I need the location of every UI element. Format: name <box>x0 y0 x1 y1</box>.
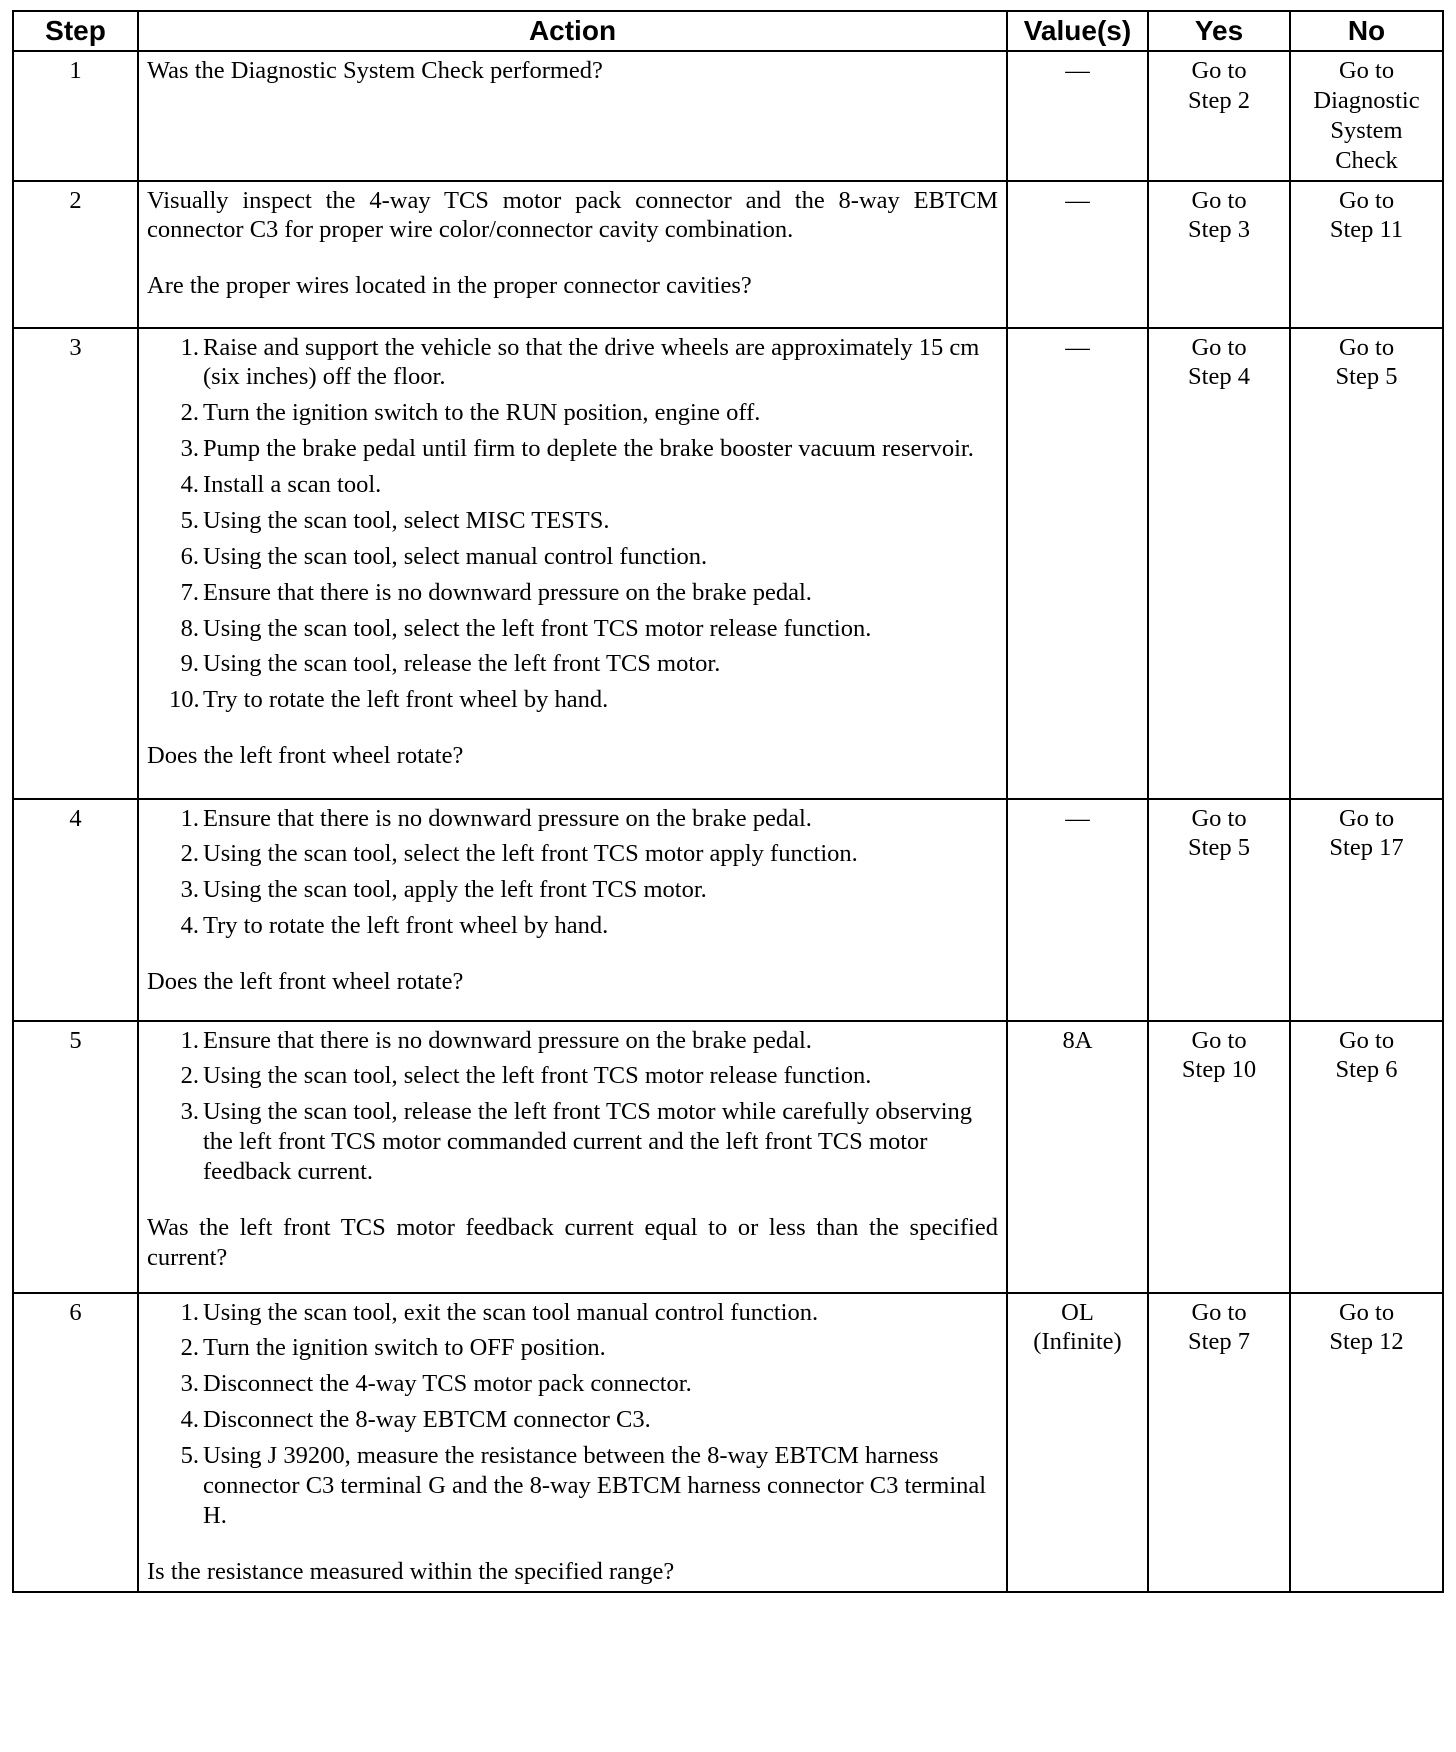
no-goto-line: Check <box>1335 146 1398 174</box>
action-cell <box>138 1021 1007 1293</box>
yes-goto-line: Go to <box>1191 57 1247 84</box>
no-cell <box>1290 1021 1443 1293</box>
list-item-text: Turn the ignition switch to OFF position. <box>203 1334 606 1362</box>
list-item <box>180 839 998 869</box>
yes-cell <box>1148 1021 1290 1293</box>
step-number: 6 <box>13 1293 138 1592</box>
header-row <box>13 11 1443 51</box>
value-cell: — <box>1007 51 1148 181</box>
list-item-text: Disconnect the 8-way EBTCM connector C3. <box>203 1406 651 1434</box>
yes-goto-line: Step 7 <box>1188 1328 1250 1356</box>
list-item-number: 2. <box>180 1062 199 1090</box>
yes-cell <box>1148 328 1290 799</box>
yes-goto-line: Step 5 <box>1188 834 1250 862</box>
list-item <box>180 1441 998 1531</box>
list-item <box>180 398 998 428</box>
list-item <box>180 1061 998 1091</box>
list-item-text: Using the scan tool, exit the scan tool manual control function. <box>203 1298 819 1326</box>
step-number: 1 <box>13 51 138 181</box>
yes-goto-line: Step 2 <box>1188 86 1250 114</box>
diagnostic-table <box>12 10 1444 1593</box>
no-cell <box>1290 328 1443 799</box>
action-cell <box>138 181 1007 328</box>
list-item-number: 6. <box>180 542 199 570</box>
list-item-text: Turn the ignition switch to the RUN position, engine off. <box>203 399 761 427</box>
list-item <box>180 911 998 941</box>
action-steps-list <box>147 804 998 942</box>
list-item-text: Install a scan tool. <box>203 471 382 498</box>
list-item <box>180 333 998 393</box>
yes-goto-line: Go to <box>1191 186 1247 214</box>
header-action: Action <box>138 11 1007 51</box>
action-instruction: Visually inspect the 4-way TCS motor pack connector and the 8-way EBTCM connector C3 for proper wire color/connector cavity combination. <box>147 186 998 244</box>
value-cell: 8A <box>1007 1021 1148 1293</box>
action-question: Was the left front TCS motor feedback current equal to or less than the specified current? <box>147 1213 998 1271</box>
no-goto-line: System <box>1330 116 1403 144</box>
header-no: No <box>1290 11 1443 51</box>
yes-goto-line: Go to <box>1191 333 1247 361</box>
list-item-number: 3. <box>180 876 199 904</box>
list-item-number: 1. <box>180 333 199 361</box>
list-item-text: Raise and support the vehicle so that the drive wheels are approximately 15 cm (six inches) off the floor. <box>203 333 980 391</box>
list-item <box>180 470 998 500</box>
yes-cell <box>1148 1293 1290 1592</box>
list-item <box>180 614 998 644</box>
action-cell <box>138 1293 1007 1592</box>
header-values: Value(s) <box>1007 11 1148 51</box>
action-question: Are the proper wires located in the proper connector cavities? <box>147 272 752 300</box>
list-item <box>180 1097 998 1187</box>
no-goto-line: Go to <box>1338 804 1395 832</box>
list-item-text: Using the scan tool, select the left front TCS motor release function. <box>203 1062 872 1090</box>
no-goto-line: Step 11 <box>1329 216 1404 244</box>
list-item-number: 8. <box>180 614 199 642</box>
table-row <box>13 799 1443 1021</box>
no-goto-line: Step 5 <box>1335 363 1398 391</box>
list-item-number: 4. <box>180 912 199 940</box>
action-cell <box>138 328 1007 799</box>
list-item <box>180 875 998 905</box>
value-cell: — <box>1007 181 1148 328</box>
step-number: 4 <box>13 799 138 1021</box>
no-goto-line: Diagnostic <box>1313 86 1420 114</box>
action-steps-list <box>147 1026 998 1187</box>
yes-goto-line: Step 10 <box>1181 1056 1257 1084</box>
table-row <box>13 51 1443 181</box>
yes-cell <box>1148 799 1290 1021</box>
step-number: 5 <box>13 1021 138 1293</box>
table-row <box>13 181 1443 328</box>
list-item-number: 5. <box>180 1442 199 1469</box>
list-item-text: Pump the brake pedal until firm to deplete the brake booster vacuum reservoir. <box>203 435 974 463</box>
action-cell <box>138 799 1007 1021</box>
list-item-number: 4. <box>180 471 199 498</box>
list-item-text: Using the scan tool, apply the left front TCS motor. <box>203 876 707 904</box>
list-item-number: 1. <box>180 1298 199 1326</box>
list-item-number: 1. <box>180 804 199 832</box>
no-goto-line: Go to <box>1338 333 1395 361</box>
list-item-number: 2. <box>180 840 199 868</box>
list-item-text: Disconnect the 4-way TCS motor pack connector. <box>203 1370 692 1398</box>
header-yes: Yes <box>1148 11 1290 51</box>
list-item-number: 2. <box>180 1334 199 1362</box>
list-item-text: Ensure that there is no downward pressure on the brake pedal. <box>203 1026 812 1054</box>
list-item-number: 3. <box>180 435 199 463</box>
no-goto-line: Step 6 <box>1335 1056 1398 1084</box>
list-item-number: 2. <box>180 399 199 427</box>
action-question: Does the left front wheel rotate? <box>147 742 464 770</box>
yes-goto-line: Go to <box>1191 804 1247 832</box>
list-item-number: 3. <box>180 1098 199 1126</box>
list-item-text: Using the scan tool, select the left front TCS motor apply function. <box>203 840 858 868</box>
no-goto-line: Step 12 <box>1329 1328 1404 1356</box>
no-cell <box>1290 181 1443 328</box>
action-instruction: Was the Diagnostic System Check performed? <box>147 57 603 84</box>
list-item <box>180 1333 998 1363</box>
yes-goto-line: Go to <box>1191 1298 1247 1326</box>
no-goto-line: Go to <box>1338 1298 1395 1326</box>
yes-goto-line: Step 3 <box>1188 216 1250 244</box>
value-cell: — <box>1007 799 1148 1021</box>
action-question: Does the left front wheel rotate? <box>147 968 464 995</box>
list-item-text: Using the scan tool, select the left front TCS motor release function. <box>203 614 872 642</box>
list-item-text: Try to rotate the left front wheel by hand. <box>203 912 609 940</box>
action-steps-list <box>147 1298 998 1531</box>
list-item-text: Try to rotate the left front wheel by hand. <box>203 686 609 714</box>
no-goto-line: Go to <box>1338 57 1395 84</box>
list-item <box>180 506 998 536</box>
list-item-number: 4. <box>180 1406 199 1434</box>
list-item <box>180 1405 998 1435</box>
no-cell <box>1290 51 1443 181</box>
action-cell <box>138 51 1007 181</box>
table-body <box>13 51 1443 1592</box>
list-item-number: 5. <box>180 506 199 534</box>
list-item-text: Using the scan tool, select MISC TESTS. <box>203 506 610 534</box>
list-item-number: 3. <box>180 1370 199 1398</box>
no-cell <box>1290 799 1443 1021</box>
value-cell: OL (Infinite) <box>1007 1293 1148 1592</box>
list-item <box>180 1026 998 1056</box>
no-cell <box>1290 1293 1443 1592</box>
yes-cell <box>1148 51 1290 181</box>
yes-cell <box>1148 181 1290 328</box>
no-goto-line: Step 17 <box>1329 834 1404 862</box>
step-number: 3 <box>13 328 138 799</box>
list-item <box>169 685 998 715</box>
step-number: 2 <box>13 181 138 328</box>
list-item-text: Using the scan tool, select manual control function. <box>203 542 708 570</box>
list-item-text: Ensure that there is no downward pressure on the brake pedal. <box>203 804 812 832</box>
yes-goto-line: Go to <box>1191 1026 1247 1054</box>
yes-goto-line: Step 4 <box>1188 363 1250 391</box>
table-row <box>13 328 1443 799</box>
action-steps-list <box>147 333 998 716</box>
list-item-text: Using the scan tool, release the left front TCS motor. <box>203 650 721 678</box>
list-item-text: Ensure that there is no downward pressure on the brake pedal. <box>203 578 812 606</box>
list-item-number: 9. <box>180 650 199 678</box>
action-question: Is the resistance measured within the specified range? <box>147 1557 675 1585</box>
no-goto-line: Go to <box>1338 1026 1395 1054</box>
value-cell: — <box>1007 328 1148 799</box>
no-goto-line: Go to <box>1338 186 1395 214</box>
table-row <box>13 1293 1443 1592</box>
list-item <box>180 578 998 608</box>
list-item <box>180 434 998 464</box>
list-item <box>180 542 998 572</box>
list-item <box>180 1298 998 1328</box>
list-item-text: Using the scan tool, release the left front TCS motor while carefully observing the left front TCS motor commanded current and the left front TCS motor feedback current. <box>203 1098 973 1185</box>
list-item <box>180 804 998 834</box>
list-item-number: 7. <box>180 578 199 606</box>
list-item-number: 1. <box>180 1026 199 1054</box>
list-item-text: Using J 39200, measure the resistance between the 8-way EBTCM harness connector C3 terminal G and the 8-way EBTCM harness connector C3 terminal H. <box>203 1442 987 1529</box>
table-row <box>13 1021 1443 1293</box>
header-step: Step <box>13 11 138 51</box>
list-item <box>180 1369 998 1399</box>
list-item <box>180 649 998 679</box>
list-item-number: 10. <box>169 686 200 714</box>
